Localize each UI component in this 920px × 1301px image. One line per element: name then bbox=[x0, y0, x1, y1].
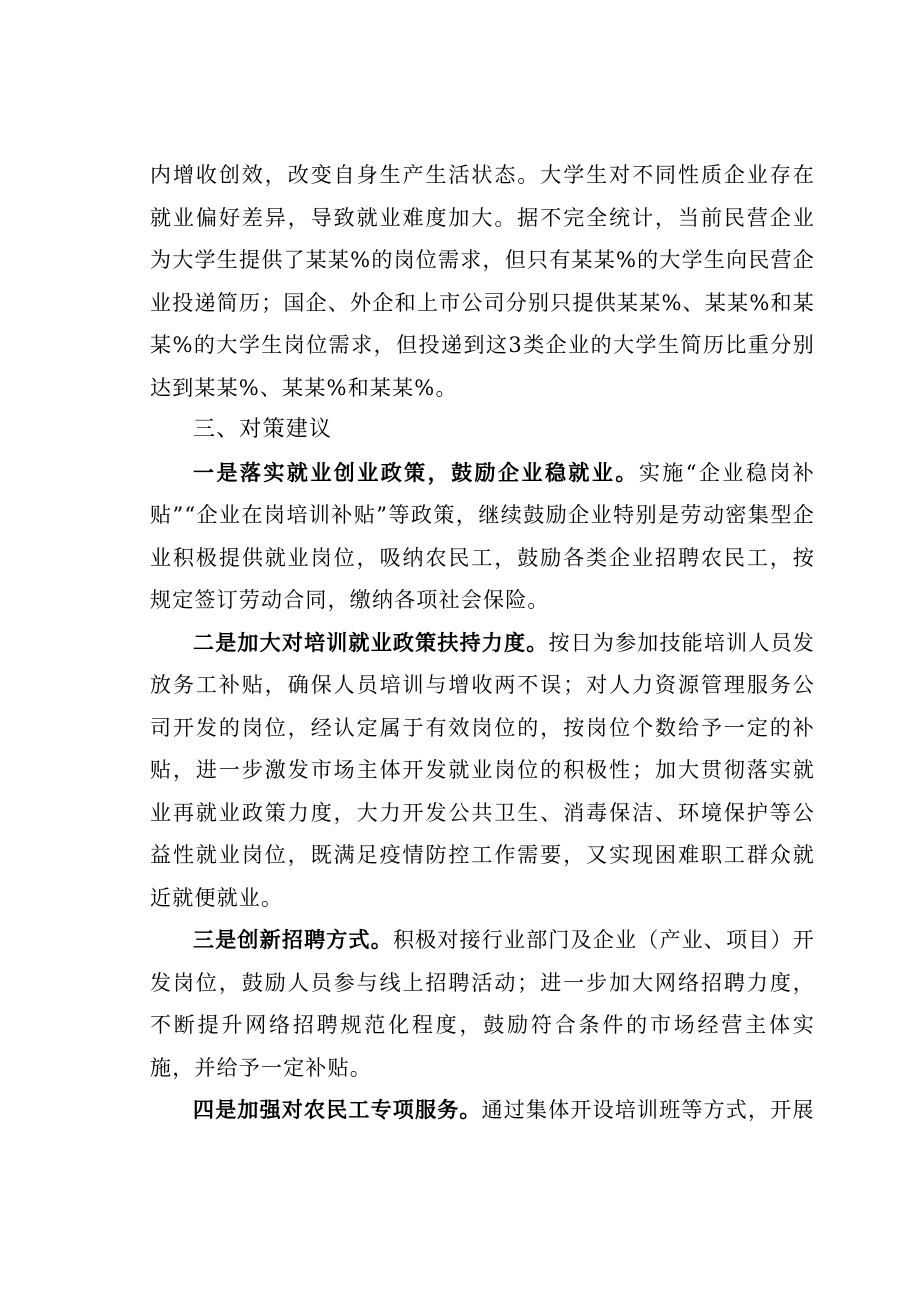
paragraph-lead: 四是加强对农民工专项服务。 bbox=[193, 1097, 482, 1122]
paragraph-continuation bbox=[150, 154, 815, 409]
paragraph-lead: 三是创新招聘方式。 bbox=[193, 927, 393, 952]
paragraph-text: 实施“企业稳岗补贴”“企业在岗培训补贴”等政策，继续鼓励企业特别是劳动密集型企业积极提供就业岗位，吸纳农民工，鼓励各类企业招聘农民工，按规定签订劳动合同，缴纳各项社会保险。 bbox=[150, 460, 815, 612]
paragraph-policy-1 bbox=[150, 452, 815, 622]
paragraph-policy-4 bbox=[150, 1089, 815, 1132]
section-heading bbox=[150, 409, 815, 452]
paragraph-lead: 二是加大对培训就业政策扶持力度。 bbox=[193, 629, 549, 655]
heading-text: 三、对策建议 bbox=[193, 417, 333, 442]
paragraph-text: 积极对接行业部门及企业（产业、项目）开发岗位，鼓励人员参与线上招聘活动；进一步加大网络招聘力度，不断提升网络招聘规范化程度，鼓励符合条件的市场经营主体实施，并给予一定补贴。 bbox=[150, 928, 815, 1080]
paragraph-policy-2 bbox=[150, 622, 815, 920]
paragraph-text: 按日为参加技能培训人员发放务工补贴，确保人员培训与增收两不误；对人力资源管理服务公司开发的岗位，经认定属于有效岗位的，按岗位个数给予一定的补贴，进一步激发市场主体开发就业岗位的积极性；加大贯彻落实就业再就业政策力度，大力开发公共卫生、消毒保洁、环境保护等公益性就业岗位，既满足疫情防控工作需要，又实现困难职工群众就近就便就业。 bbox=[150, 630, 815, 910]
paragraph-policy-3 bbox=[150, 919, 815, 1089]
paragraph-text: 内增收创效，改变自身生产生活状态。大学生对不同性质企业存在就业偏好差异，导致就业难度加大。据不完全统计，当前民营企业为大学生提供了某某%的岗位需求，但只有某某%的大学生向民营企业投递简历；国企、外企和上市公司分别只提供某某%、某某%和某某%的大学生岗位需求，但投递到这3类企业的大学生简历比重分别达到某某%、某某%和某某%。 bbox=[150, 163, 815, 400]
paragraph-lead: 一是落实就业创业政策，鼓励企业稳就业。 bbox=[193, 459, 639, 485]
paragraph-text: 通过集体开设培训班等方式，开展 bbox=[481, 1098, 815, 1122]
document-body bbox=[150, 154, 815, 1132]
